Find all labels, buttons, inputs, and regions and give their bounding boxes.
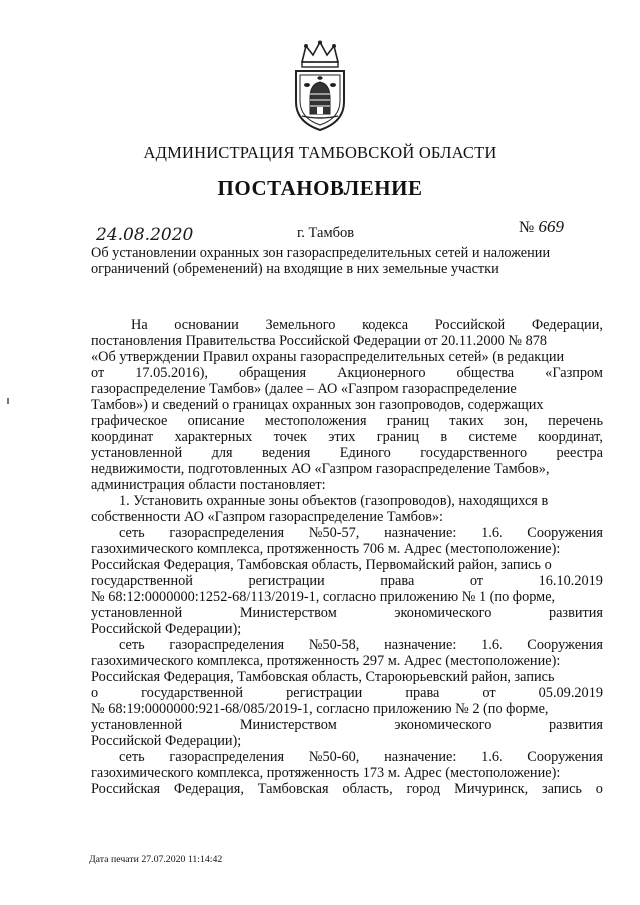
subject-line: ограничений (обременений) на входящие в них земельные участки [91, 261, 499, 277]
body-word: координат [91, 429, 154, 445]
body-word: местоположения [264, 413, 367, 429]
tambov-coat-of-arms-icon [288, 40, 352, 132]
body-word: сеть [119, 637, 145, 653]
body-word: основании [174, 317, 239, 333]
number-sign: № [519, 219, 535, 236]
document-date: 24.08.2020 [96, 225, 194, 245]
body-word: права [405, 685, 440, 701]
body-line [91, 749, 603, 765]
body-word: ведения [262, 445, 311, 461]
body-word: город [406, 781, 441, 797]
body-word: перечень [548, 413, 603, 429]
body-word: назначение: [384, 525, 457, 541]
body-word: 1.6. [481, 749, 503, 765]
body-word: границ [386, 413, 430, 429]
body-line: «Об утверждении Правил охраны газораспределительных сетей» (в редакции [91, 349, 565, 365]
body-word: назначение: [384, 637, 457, 653]
body-word: государственного [420, 445, 528, 461]
body-word: экономического [394, 717, 492, 733]
body-line [91, 317, 603, 333]
body-word: системе [468, 429, 517, 445]
body-word: область, [342, 781, 393, 797]
body-word: точек [273, 429, 307, 445]
body-word: реестра [556, 445, 603, 461]
body-word: Сооружения [527, 525, 603, 541]
body-line [91, 605, 603, 621]
body-word: установленной [91, 717, 183, 733]
body-word: развития [548, 717, 603, 733]
body-word: государственной [91, 573, 193, 589]
body-line [91, 445, 603, 461]
body-line [91, 365, 603, 381]
body-word: газораспределения [169, 637, 285, 653]
body-word: Мичуринск, [454, 781, 529, 797]
body-line [91, 685, 603, 701]
document-type: ПОСТАНОВЛЕНИЕ [217, 176, 423, 200]
body-line [91, 781, 603, 797]
body-word: «Газпром [545, 365, 603, 381]
body-word: от [469, 573, 484, 589]
body-word: Министерством [239, 717, 337, 733]
document-subject [91, 245, 561, 277]
body-line: постановления Правительства Российской Федерации от 20.11.2000 № 878 [91, 333, 548, 349]
body-line: газохимического комплекса, протяженность 706 м. Адрес (местоположение): [91, 541, 561, 557]
print-date: Дата печати 27.07.2020 11:14:42 [89, 854, 223, 865]
body-word: государственной [141, 685, 244, 701]
body-line [91, 573, 603, 589]
body-word: сеть [119, 749, 145, 765]
body-word: кодекса [362, 317, 409, 333]
body-line: недвижимости, подготовленных АО «Газпром газораспределение Тамбов», [91, 461, 550, 477]
body-word: №50-58, [308, 637, 360, 653]
body-word: Тамбовская [257, 781, 329, 797]
body-line: Российская Федерация, Тамбовская область, Первомайский район, запись о [91, 557, 552, 573]
document-body [91, 317, 603, 797]
body-word: зон, [503, 413, 528, 429]
body-line: № 68:12:0000000:1252-68/113/2019-1, согласно приложению № 1 (по форме, [91, 589, 556, 605]
number-value: 669 [538, 217, 565, 236]
body-line [91, 637, 603, 653]
body-word: 1.6. [481, 637, 503, 653]
body-line: газохимического комплекса, протяженность 173 м. Адрес (местоположение): [91, 765, 561, 781]
body-word: 1.6. [481, 525, 503, 541]
body-word: 16.10.2019 [538, 573, 603, 589]
body-word: регистрации [286, 685, 363, 701]
body-line: № 68:19:0000000:921-68/085/2019-1, согласно приложению № 2 (по форме, [91, 701, 549, 717]
document-city: г. Тамбов [297, 225, 355, 241]
body-word: Сооружения [527, 637, 603, 653]
body-word: сеть [119, 525, 145, 541]
scan-mark [7, 398, 9, 404]
body-word: 17.05.2016), [135, 365, 208, 381]
body-line: собственности АО «Газпром газораспределение Тамбов»: [91, 509, 443, 525]
body-word: характерных [174, 429, 253, 445]
body-word: запись [541, 781, 582, 797]
body-line: газораспределение Тамбов» (далее – АО «Газпром газораспределение [91, 381, 517, 397]
body-word: №50-60, [308, 749, 360, 765]
body-word: №50-57, [308, 525, 360, 541]
body-line: Российской Федерации); [91, 621, 242, 637]
body-word: Федерация, [173, 781, 244, 797]
body-word: установленной [91, 605, 183, 621]
body-word: описание [187, 413, 245, 429]
body-line: газохимического комплекса, протяженность 297 м. Адрес (местоположение): [91, 653, 561, 669]
body-line [91, 717, 603, 733]
body-line [91, 429, 603, 445]
body-line: 1. Установить охранные зоны объектов (газопроводов), находящихся в [119, 493, 549, 509]
body-word: обращения [238, 365, 307, 381]
body-line: Российская Федерация, Тамбовская область, Староюрьевский район, запись [91, 669, 555, 685]
document-number [519, 217, 564, 237]
body-line [91, 525, 603, 541]
organization-name: АДМИНИСТРАЦИЯ ТАМБОВСКОЙ ОБЛАСТИ [143, 143, 497, 162]
body-word: графическое [91, 413, 168, 429]
body-word: установленной [91, 445, 183, 461]
body-word: таких [449, 413, 484, 429]
body-word: для [211, 445, 233, 461]
body-line: Тамбов») и сведений о границах охранных зон газопроводов, содержащих [91, 397, 544, 413]
body-word: Сооружения [527, 749, 603, 765]
body-word: этих [328, 429, 356, 445]
body-word: На [131, 317, 148, 333]
body-word: Акционерного [337, 365, 426, 381]
body-line: Российской Федерации); [91, 733, 242, 749]
body-word: Российская [91, 781, 161, 797]
body-line: администрация области постановляет: [91, 477, 326, 493]
body-word: координат, [538, 429, 603, 445]
subject-line: Об установлении охранных зон газораспределительных сетей и наложении [91, 245, 551, 261]
body-word: развития [548, 605, 603, 621]
body-word: Федерации, [531, 317, 603, 333]
body-word: газораспределения [169, 525, 285, 541]
body-word: от [482, 685, 496, 701]
body-word: общества [456, 365, 515, 381]
body-word: права [380, 573, 415, 589]
body-word: в [440, 429, 448, 445]
body-line [91, 413, 603, 429]
body-word: границ [376, 429, 420, 445]
body-word: от [91, 365, 105, 381]
body-word: Земельного [265, 317, 336, 333]
body-word: о [595, 781, 603, 797]
body-word: газораспределения [169, 749, 285, 765]
body-word: о [91, 685, 99, 701]
body-word: Единого [339, 445, 391, 461]
body-word: Российской [434, 317, 506, 333]
body-word: назначение: [384, 749, 457, 765]
body-word: Министерством [239, 605, 337, 621]
body-word: экономического [394, 605, 492, 621]
body-word: 05.09.2019 [538, 685, 603, 701]
body-word: регистрации [248, 573, 325, 589]
